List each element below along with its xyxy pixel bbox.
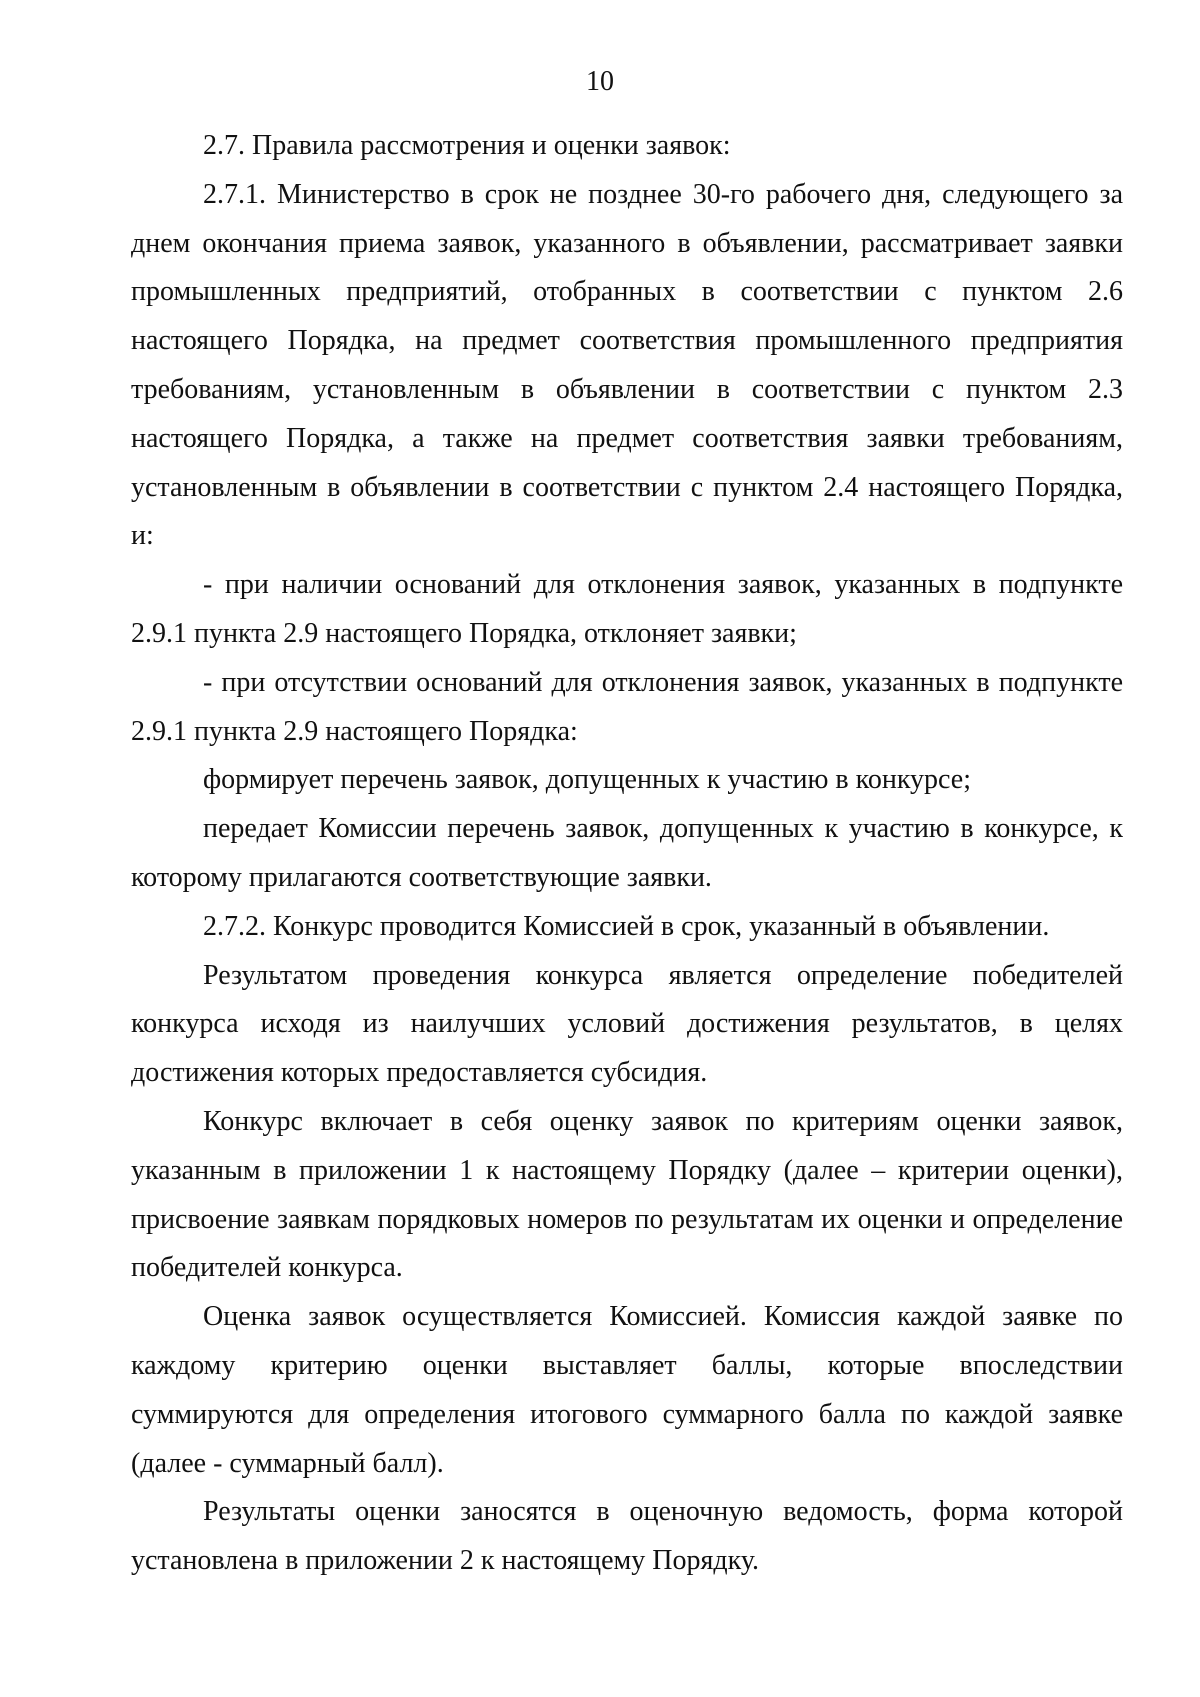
paragraph-2-7-1: 2.7.1. Министерство в срок не позднее 30-го рабочего дня, следующего за днем окончания приема заявок, указанного в объявлении, рассматривает заявки промышленных предприятий, отобранных в соответствии с пунктом 2.6 настоящего Порядка, на предмет соответствия промышленного предприятия требованиям, установленным в объявлении в соответствии с пунктом 2.3 настоящего Порядка, а также на предмет соответствия заявки требованиям, установленным в объявлении в соответствии с пунктом 2.4 настоящего Порядка, и:: [131, 178, 1123, 552]
paragraph-contest-result: Результатом проведения конкурса является определение победителей конкурса исходя из наилучших условий достижения результатов, в целях достижения которых предоставляется субсидия.: [131, 959, 1123, 1089]
paragraph-2-7-heading: 2.7. Правила рассмотрения и оценки заявок:: [203, 130, 731, 161]
paragraph-evaluation: Оценка заявок осуществляется Комиссией. Комиссия каждой заявке по каждому критерию оценки выставляет баллы, которые впоследствии суммируются для определения итогового суммарного балла по каждой заявке (далее - суммарный балл).: [131, 1301, 1123, 1479]
paragraph-forms-list: формирует перечень заявок, допущенных к участию в конкурсе;: [203, 764, 972, 796]
paragraph-results-sheet: Результаты оценки заносятся в оценочную ведомость, форма которой установлена в приложении 2 к настоящему Порядку.: [131, 1496, 1123, 1577]
paragraph-transfers-list: передает Комиссии перечень заявок, допущенных к участию в конкурсе, к которому прилагаются соответствующие заявки.: [131, 813, 1123, 893]
list-item-reject: - при наличии оснований для отклонения заявок, указанных в подпункте 2.9.1 пункта 2.9 настоящего Порядка, отклоняет заявки;: [131, 569, 1123, 649]
paragraph-2-7-2: 2.7.2. Конкурс проводится Комиссией в срок, указанный в объявлении.: [203, 910, 1050, 942]
paragraph-contest-includes: Конкурс включает в себя оценку заявок по критериям оценки заявок, указанным в приложении 1 к настоящему Порядку (далее – критерии оценки), присвоение заявкам порядковых номеров по результатам их оценки и определение победителей конкурса.: [131, 1105, 1123, 1284]
document-body: [131, 122, 1123, 1586]
list-item-no-grounds: - при отсутствии оснований для отклонения заявок, указанных в подпункте 2.9.1 пункта 2.9 настоящего Порядка:: [131, 666, 1123, 747]
page-number: 10: [586, 66, 614, 97]
